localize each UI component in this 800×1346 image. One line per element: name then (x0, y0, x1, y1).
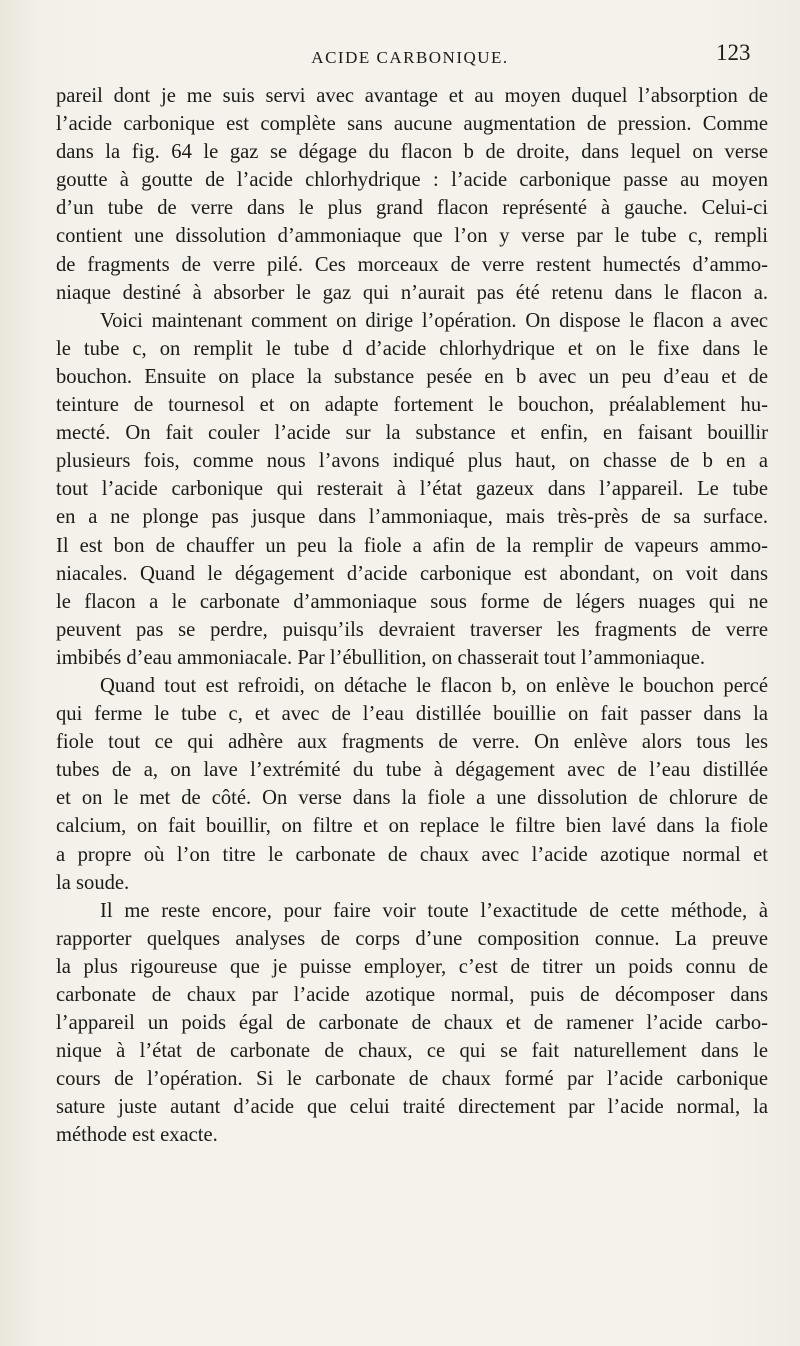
text-line: qui ferme le tube c, et avec de l’eau distillée bouillie on fait passer dans la (56, 703, 768, 726)
text-line: goutte à goutte de l’acide chlorhydrique : l’acide carbonique passe au moyen (56, 169, 768, 192)
text-line: l’appareil un poids égal de carbonate de chaux et de ramener l’acide carbo- (56, 1012, 768, 1035)
text-line: de fragments de verre pilé. Ces morceaux de verre restent humectés d’ammo- (56, 253, 768, 276)
text-line: Il me reste encore, pour faire voir toute l’exactitude de cette méthode, à (100, 899, 768, 922)
text-line: rapporter quelques analyses de corps d’une composition connue. La preuve (56, 927, 768, 950)
text-line: Voici maintenant comment on dirige l’opération. On dispose le flacon a avec (100, 309, 768, 332)
text-line: Il est bon de chauffer un peu la fiole a afin de la remplir de vapeurs ammo- (56, 534, 768, 557)
text-line: le tube c, on remplit le tube d d’acide chlorhydrique et on le fixe dans le (56, 337, 768, 360)
paragraph (56, 82, 768, 307)
text-line: l’acide carbonique est complète sans aucune augmentation de pression. Comme (56, 113, 768, 136)
text-line: tout l’acide carbonique qui resterait à l’état gazeux dans l’appareil. Le tube (56, 478, 768, 501)
text-line: pareil dont je me suis servi avec avantage et au moyen duquel l’absorption de (56, 85, 768, 107)
text-line: carbonate de chaux par l’acide azotique normal, puis de décomposer dans (56, 984, 768, 1006)
text-line: d’un tube de verre dans le plus grand flacon représenté à gauche. Celui-ci (56, 197, 768, 220)
paragraph (56, 672, 768, 897)
text-line: et on le met de côté. On verse dans la fiole a une dissolution de chlorure de (56, 787, 768, 810)
text-line: plusieurs fois, comme nous l’avons indiqué plus haut, on chasse de b en a (56, 450, 768, 473)
text-line: contient une dissolution d’ammoniaque que l’on y verse par le tube c, rempli (56, 225, 768, 248)
text-line: nique à l’état de carbonate de chaux, ce qui se fait naturellement dans le (56, 1040, 768, 1063)
text-line: Quand tout est refroidi, on détache le flacon b, on enlève le bouchon percé (100, 674, 768, 697)
text-line: calcium, on fait bouillir, on filtre et on replace le filtre bien lavé dans la fiole (56, 815, 768, 838)
text-line: la plus rigoureuse que je puisse employer, c’est de titrer un poids connu de (56, 955, 768, 978)
text-line: le flacon a le carbonate d’ammoniaque sous forme de légers nuages qui ne (56, 590, 768, 613)
running-title: ACIDE CARBONIQUE. (311, 48, 509, 67)
text-line: cours de l’opération. Si le carbonate de chaux formé par l’acide carbonique (56, 1068, 768, 1091)
text-line: fiole tout ce qui adhère aux fragments de verre. On enlève alors tous les (56, 731, 768, 754)
text-line: tubes de a, on lave l’extrémité du tube à dégagement avec de l’eau distillée (56, 759, 768, 782)
text-line: méthode est exacte. (56, 1124, 218, 1147)
text-line: mecté. On fait couler l’acide sur la substance et enfin, en faisant bouillir (56, 422, 768, 445)
text-line: teinture de tournesol et on adapte fortement le bouchon, préalablement hu- (56, 394, 768, 417)
page-number: 123 (716, 40, 751, 65)
text-line: imbibés d’eau ammoniacale. Par l’ébullition, on chasserait tout l’ammoniaque. (56, 646, 706, 669)
text-line: niacales. Quand le dégagement d’acide carbonique est abondant, on voit dans (56, 562, 768, 585)
paragraph (56, 307, 768, 672)
body-text (56, 82, 768, 1150)
paragraph (56, 897, 768, 1150)
text-line: a propre où l’on titre le carbonate de chaux avec l’acide azotique normal et (56, 843, 768, 866)
text-line: sature juste autant d’acide que celui traité directement par l’acide normal, la (56, 1096, 768, 1119)
text-line: en a ne plonge pas jusque dans l’ammoniaque, mais très-près de sa surface. (56, 506, 768, 529)
text-line: niaque destiné à absorber le gaz qui n’aurait pas été retenu dans le flacon a. (56, 281, 768, 304)
text-line: peuvent pas se perdre, puisqu’ils devraient traverser les fragments de verre (56, 618, 768, 641)
text-line: dans la fig. 64 le gaz se dégage du flacon b de droite, dans lequel on verse (56, 141, 768, 164)
text-line: la soude. (56, 871, 130, 894)
text-line: bouchon. Ensuite on place la substance pesée en b avec un peu d’eau et de (56, 365, 768, 388)
